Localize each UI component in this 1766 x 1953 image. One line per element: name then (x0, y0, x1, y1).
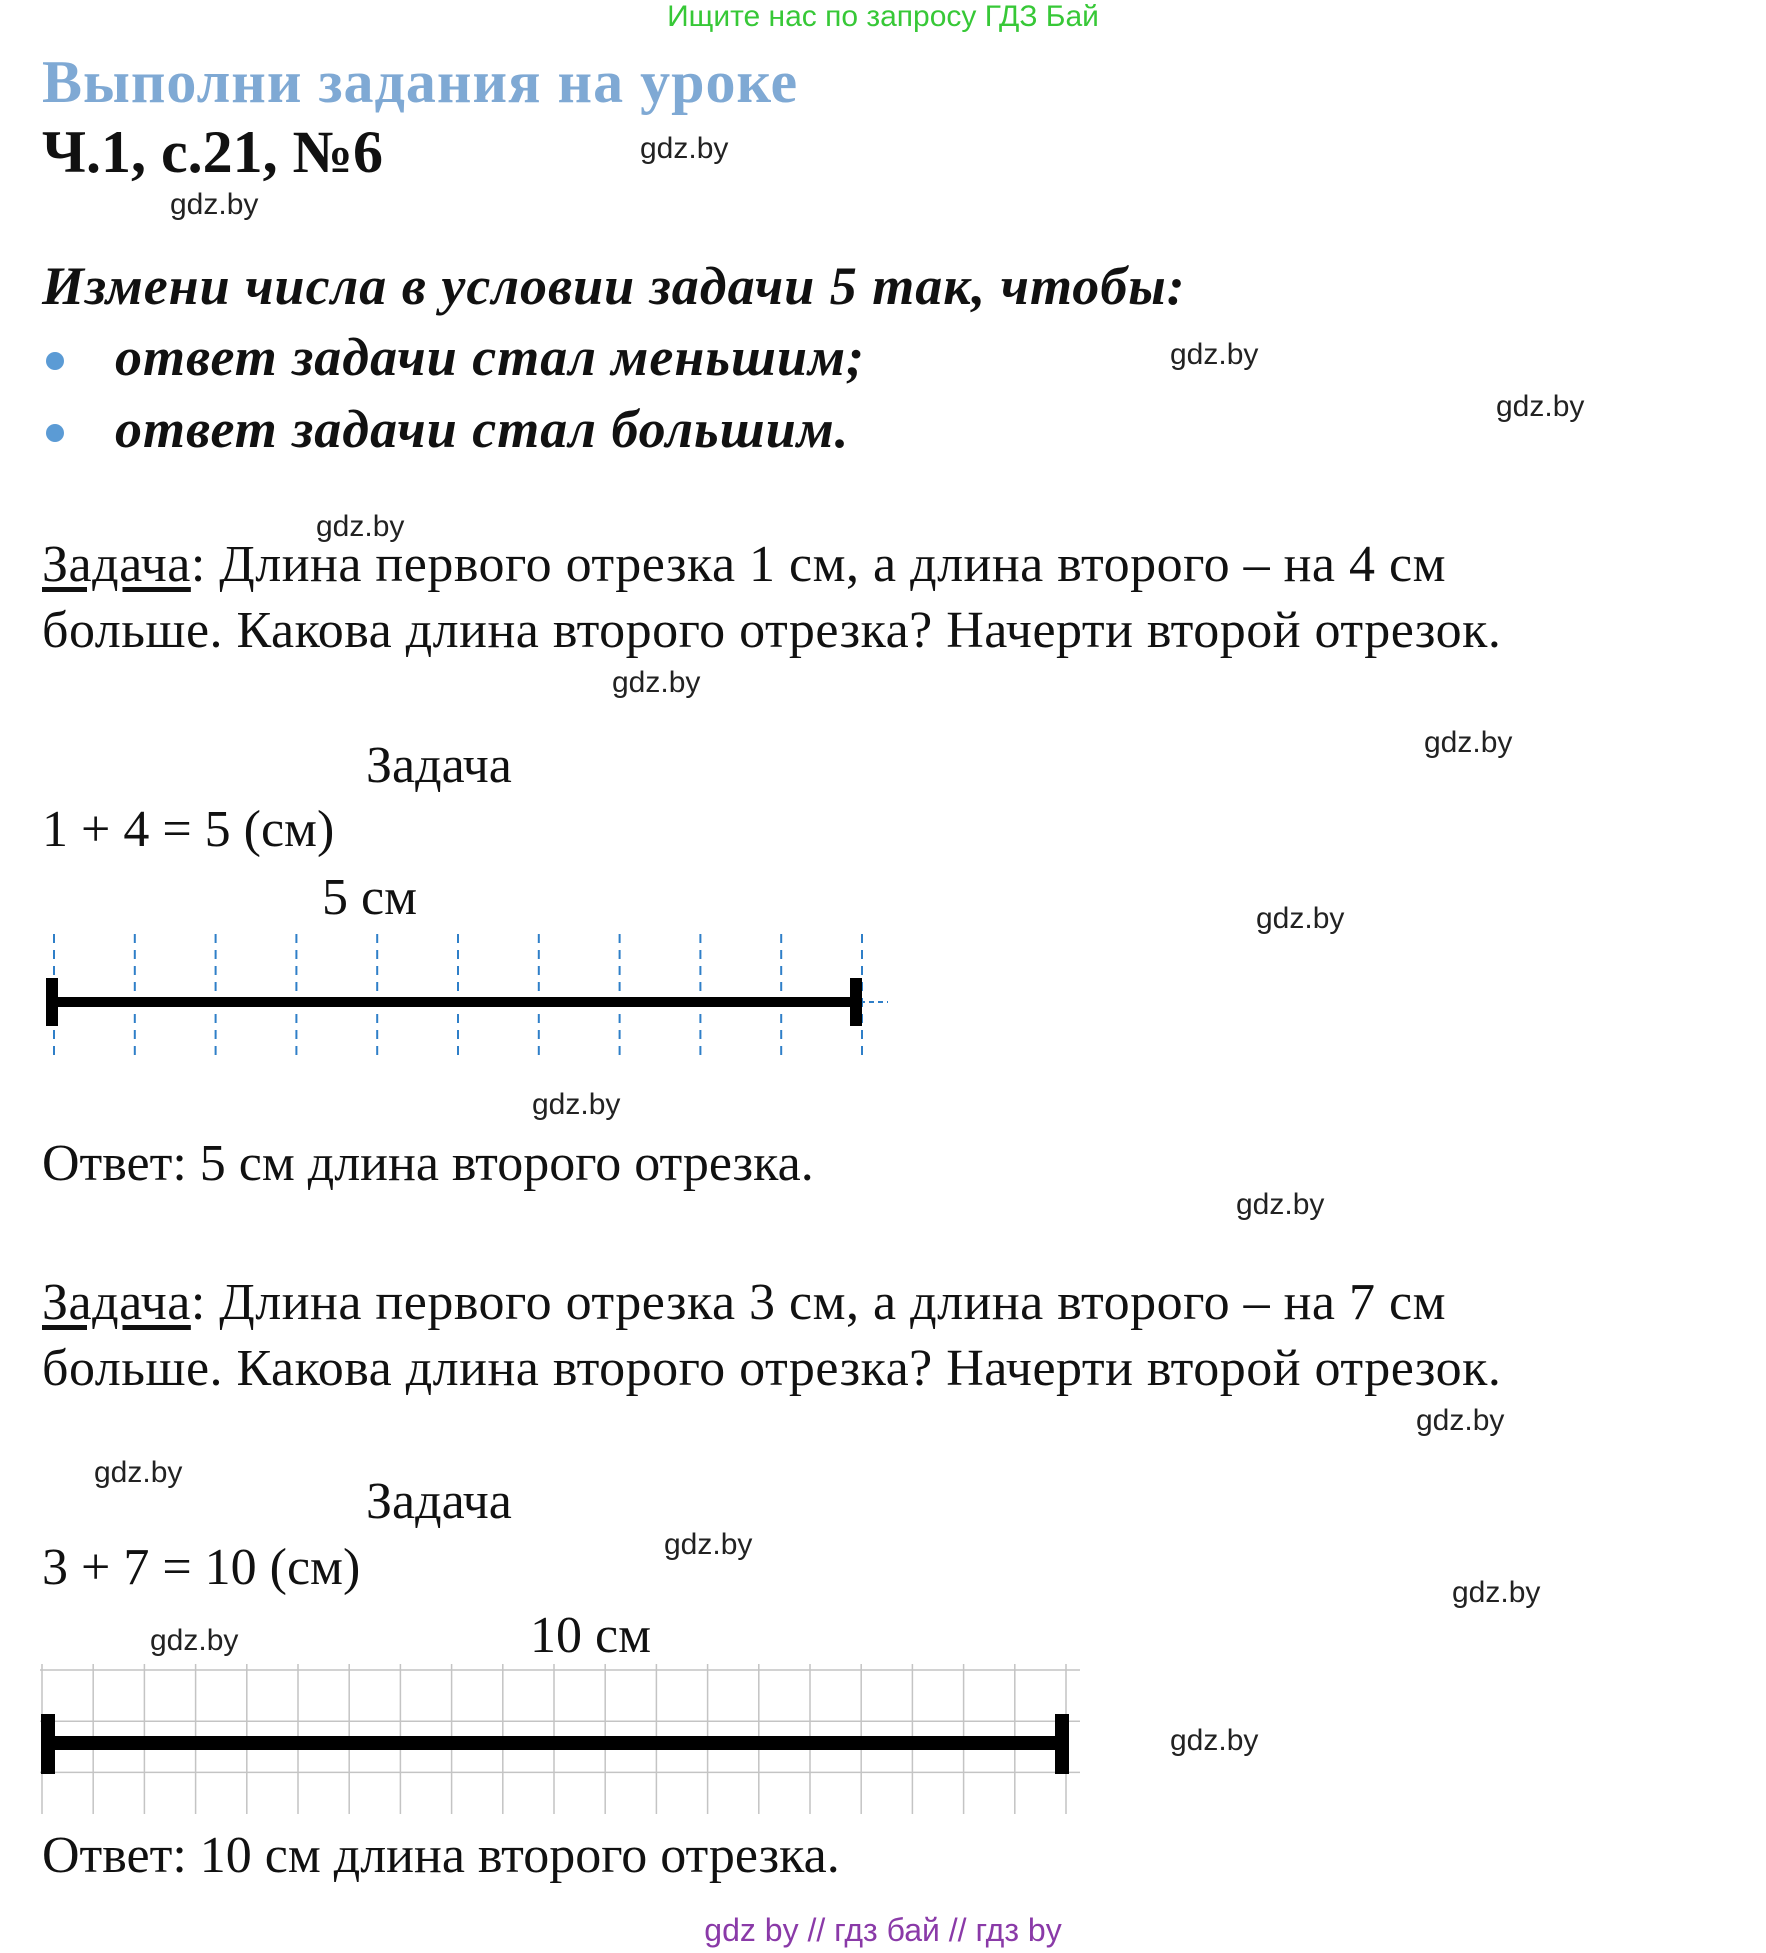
watermark: gdz.by (1496, 390, 1585, 423)
watermark: gdz.by (612, 666, 701, 699)
segment-drawing-10cm (40, 1664, 1080, 1814)
watermark: gdz.by (1170, 1724, 1259, 1757)
task-text: : Длина первого отрезка 1 см, а длина второго – на 4 см (190, 536, 1446, 593)
task-text: : Длина первого отрезка 3 см, а длина второго – на 7 см (190, 1274, 1446, 1331)
watermark: gdz.by (1416, 1404, 1505, 1437)
watermark: gdz.by (170, 188, 259, 221)
watermark: gdz.by (1236, 1188, 1325, 1221)
answer: Ответ: 5 см длина второго отрезка. (42, 1135, 814, 1192)
watermark: gdz.by (1256, 902, 1345, 935)
footer-links: gdz by // гдз бай // гдз by (704, 1912, 1062, 1948)
equation: 1 + 4 = 5 (см) (42, 801, 335, 858)
task-text: больше. Какова длина второго отрезка? Начерти второй отрезок. (42, 602, 1502, 659)
bullet-dot-icon (46, 424, 64, 442)
segment-length-label: 5 см (322, 869, 417, 926)
solution-title: Задача (366, 737, 512, 794)
task-label: Задача (42, 1274, 191, 1331)
watermark: gdz.by (316, 510, 405, 543)
watermark: gdz.by (1452, 1576, 1541, 1609)
search-banner: Ищите нас по запросу ГДЗ Бай (667, 0, 1099, 33)
watermark: gdz.by (1424, 726, 1513, 759)
equation: 3 + 7 = 10 (см) (42, 1539, 361, 1596)
task-2-condition (42, 1270, 1501, 1402)
exercise-reference: Ч.1, с.21, №6 (42, 119, 383, 185)
task-1-condition (42, 532, 1501, 664)
instruction-bullet: ответ задачи стал большим. (115, 399, 850, 459)
watermark: gdz.by (664, 1528, 753, 1561)
solution-title: Задача (366, 1473, 512, 1530)
instruction-intro: Измени числа в условии задачи 5 так, чтобы: (42, 256, 1186, 316)
segment-length-label: 10 см (530, 1607, 651, 1664)
instruction-bullet: ответ задачи стал меньшим; (115, 327, 866, 387)
task-text: больше. Какова длина второго отрезка? Начерти второй отрезок. (42, 1340, 1502, 1397)
watermark: gdz.by (150, 1624, 239, 1657)
answer: Ответ: 10 см длина второго отрезка. (42, 1827, 840, 1884)
bullet-dot-icon (46, 352, 64, 370)
task-label: Задача (42, 536, 191, 593)
page-heading: Выполни задания на уроке (42, 49, 799, 115)
watermark: gdz.by (640, 132, 729, 165)
watermark: gdz.by (1170, 338, 1259, 371)
watermark: gdz.by (94, 1456, 183, 1489)
segment-drawing-5cm (30, 930, 910, 1060)
watermark: gdz.by (532, 1088, 621, 1121)
